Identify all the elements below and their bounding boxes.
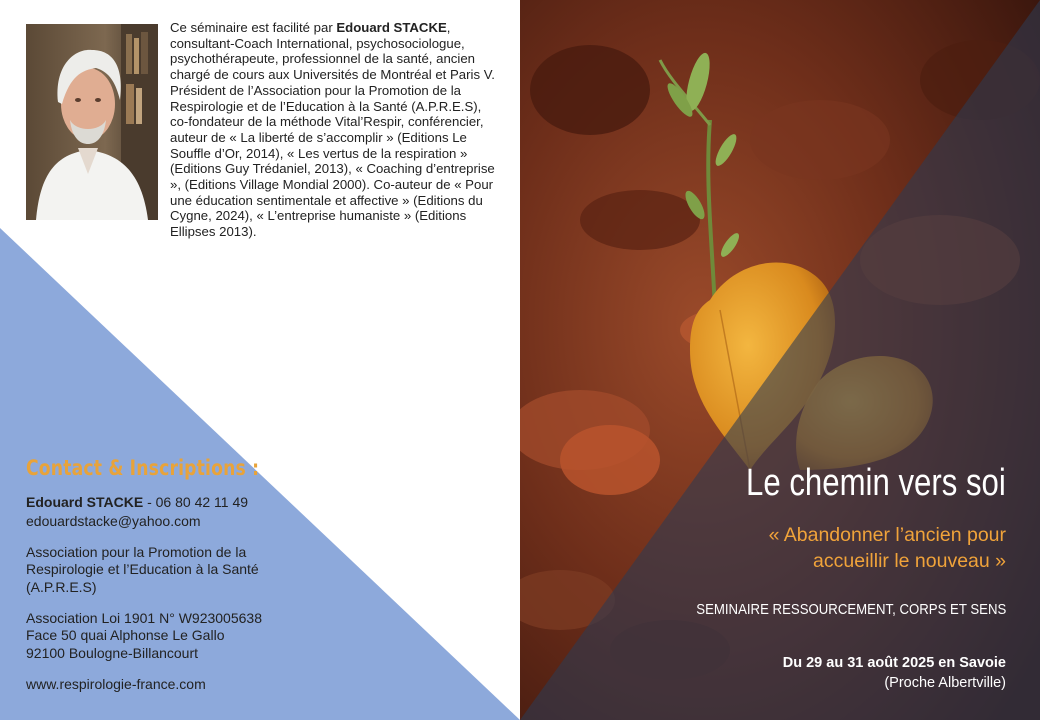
seminar-place: (Proche Albertville) bbox=[884, 675, 1006, 691]
legal-line-2: Face 50 quai Alphonse Le Gallo bbox=[26, 627, 225, 643]
bio-text: , consultant-Coach International, psychosociologue, psychothérapeute, professionnel de la santé, ancien chargé de cours aux Universités de Montréal et Paris V. Président de l’Association pour la Promotion de la Respirologie et de l’Education à la Santé (A.P.R.E.S), co-fondateur de la méthode Vital’Respir, conférencier, auteur de « La liberté de s’accomplir » (Editions Le Souffle d’Or, 2014), « Les vertus de la respiration » (Editions Guy Trédaniel, 2013), « Coaching d’entreprise », (Editions Village Mondial 2000). Co-auteur de « Pour une éducation sentimentale et affective » (Editions du Cygne, 2024), « L’entreprise humaniste » (Editions Ellipses 2013). bbox=[170, 20, 495, 240]
association-line-1: Association pour la Promotion de la bbox=[26, 544, 247, 560]
contact-phone[interactable]: - 06 80 42 11 49 bbox=[143, 494, 249, 510]
bio-intro: Ce séminaire est facilité par bbox=[170, 20, 337, 35]
contact-name-phone bbox=[26, 494, 248, 512]
hero-quote-line-2: accueillir le nouveau » bbox=[813, 550, 1006, 572]
seminar-dates: Du 29 au 31 août 2025 en Savoie bbox=[782, 655, 1006, 671]
hero-quote-line-1: « Abandonner l’ancien pour bbox=[768, 524, 1006, 546]
hero-quote bbox=[646, 522, 1006, 574]
facilitator-portrait bbox=[26, 24, 158, 220]
website-link[interactable]: www.respirologie-france.com bbox=[26, 676, 206, 692]
bio-name: Edouard STACKE bbox=[336, 20, 447, 35]
seminar-subtitle: SEMINAIRE RESSOURCEMENT, CORPS ET SENS bbox=[695, 601, 1006, 618]
association-line-2: Respirologie et l’Education à la Santé bbox=[26, 561, 259, 577]
hero-title: Le chemin vers soi bbox=[746, 462, 1006, 504]
legal-line-1: Association Loi 1901 N° W923005638 bbox=[26, 610, 262, 626]
contact-name: Edouard STACKE bbox=[26, 494, 144, 510]
contact-email[interactable]: edouardstacke@yahoo.com bbox=[26, 513, 201, 529]
contact-title: Contact & Inscriptions : bbox=[26, 456, 260, 480]
association-line-3: (A.P.R.E.S) bbox=[26, 579, 97, 595]
facilitator-bio bbox=[170, 20, 496, 240]
hero-panel bbox=[520, 0, 1040, 720]
legal-line-3: 92100 Boulogne-Billancourt bbox=[26, 645, 199, 661]
